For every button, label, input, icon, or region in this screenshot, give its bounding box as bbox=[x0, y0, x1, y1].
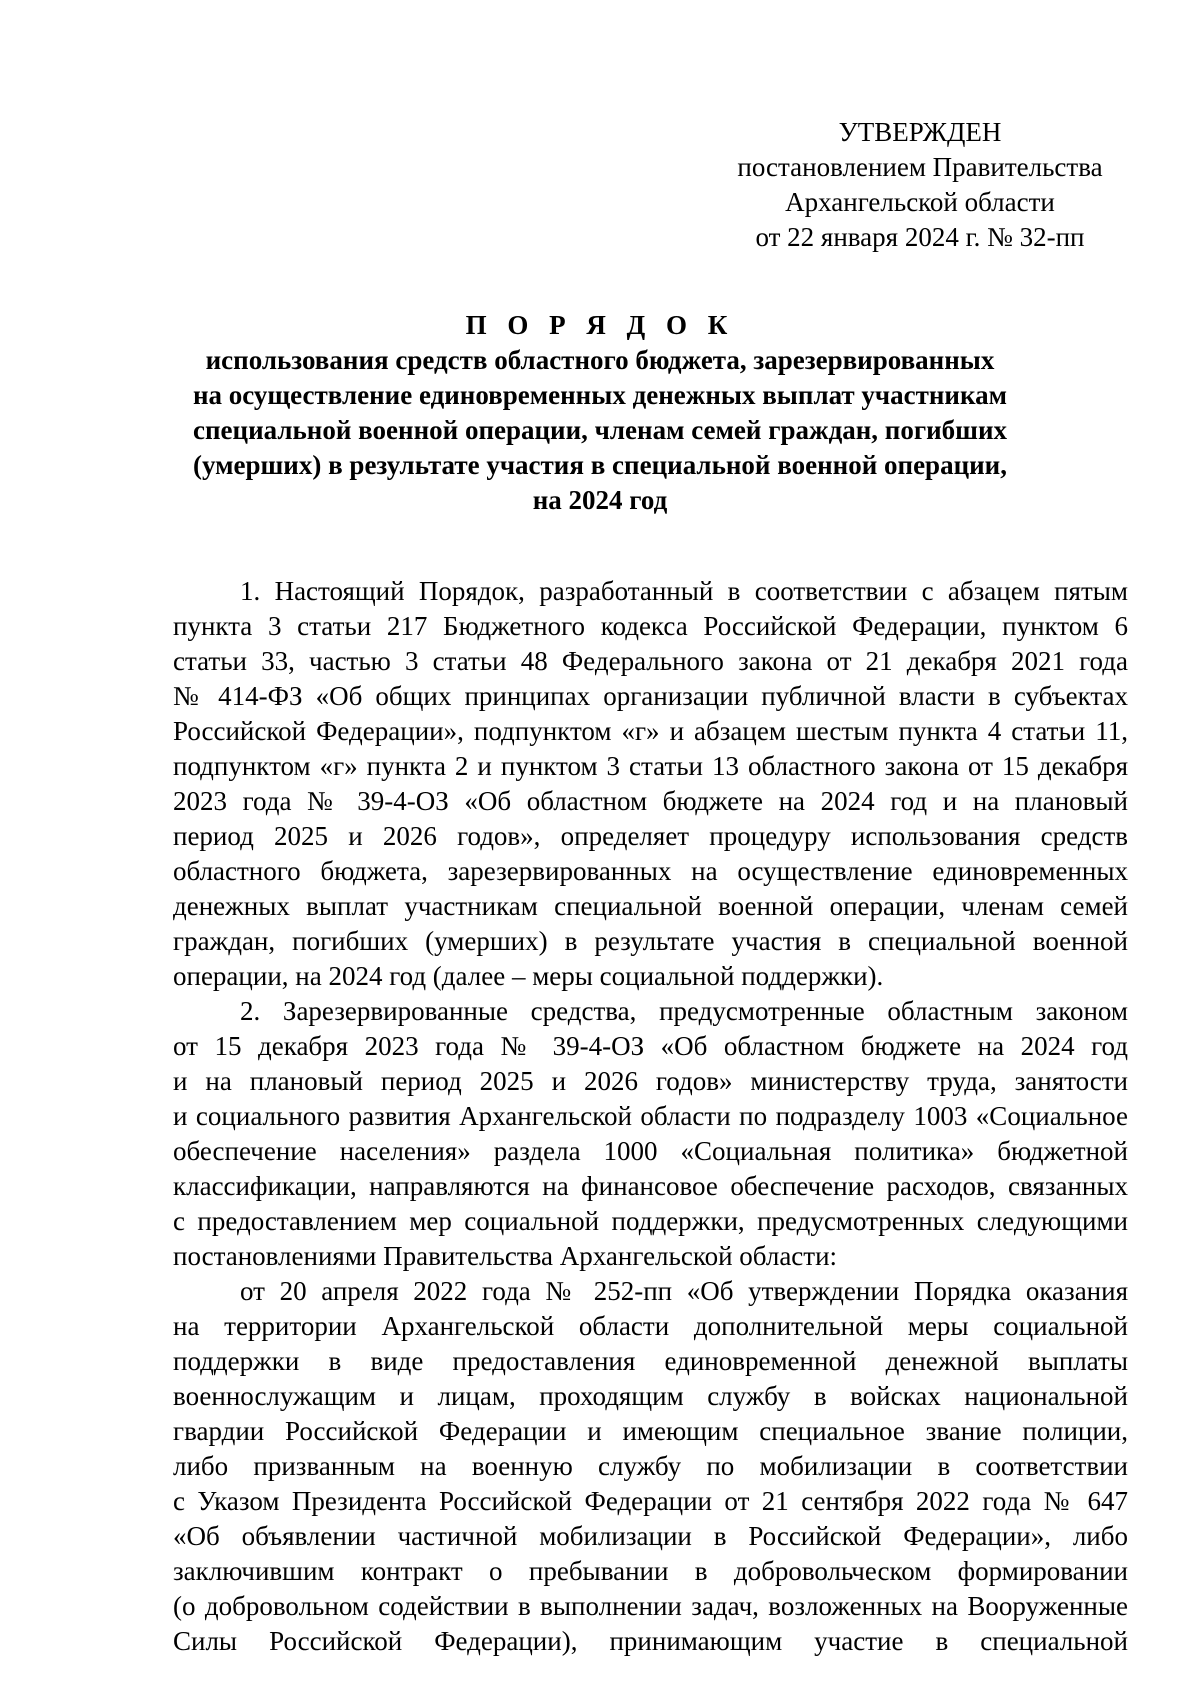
body-text-line: подпунктом «г» пункта 2 и пунктом 3 статьи 13 областного закона от 15 декабря bbox=[173, 751, 1128, 781]
document-title-block bbox=[150, 308, 1050, 518]
body-text-line: Российской Федерации», подпунктом «г» и абзацем шестым пункта 4 статьи 11, bbox=[173, 716, 1128, 746]
body-text-line: денежных выплат участникам специальной военной операции, членам семей bbox=[173, 891, 1128, 921]
approval-line: от 22 января 2024 г. № 32-пп bbox=[755, 222, 1085, 252]
subtitle-line: использования средств областного бюджета, зарезервированных bbox=[205, 345, 995, 375]
body-text-line: военнослужащим и лицам, проходящим службу в войсках национальной bbox=[173, 1381, 1128, 1411]
approval-line: постановлением Правительства bbox=[737, 152, 1103, 182]
body-text-line: пункта 3 статьи 217 Бюджетного кодекса Российской Федерации, пунктом 6 bbox=[173, 611, 1128, 641]
body-text-line: либо призванным на военную службу по мобилизации в соответствии bbox=[173, 1451, 1128, 1481]
document-body bbox=[173, 574, 1128, 1659]
subtitle-line: (умерших) в результате участия в специальной военной операции, bbox=[192, 450, 1007, 480]
body-text-line: обеспечение населения» раздела 1000 «Социальная политика» бюджетной bbox=[173, 1136, 1128, 1166]
body-text-line: на территории Архангельской области дополнительной меры социальной bbox=[173, 1311, 1128, 1341]
body-text-line: 2. Зарезервированные средства, предусмотренные областным законом bbox=[240, 996, 1128, 1026]
body-text-line: «Об объявлении частичной мобилизации в Российской Федерации», либо bbox=[173, 1521, 1128, 1551]
subtitle-line: на осуществление единовременных денежных выплат участникам bbox=[192, 380, 1008, 410]
body-text-line: (о добровольном содействии в выполнении задач, возложенных на Вооруженные bbox=[173, 1591, 1128, 1621]
subtitle-line: на 2024 год bbox=[532, 485, 668, 515]
body-text-line: граждан, погибших (умерших) в результате участия в специальной военной bbox=[173, 926, 1128, 956]
body-text-line: операции, на 2024 год (далее – меры социальной поддержки). bbox=[173, 961, 884, 991]
body-text-line: от 15 декабря 2023 года № 39-4-ОЗ «Об областном бюджете на 2024 год bbox=[173, 1031, 1128, 1061]
body-text-line: и на плановый период 2025 и 2026 годов» министерству труда, занятости bbox=[173, 1066, 1128, 1096]
body-text-line: постановлениями Правительства Архангельской области: bbox=[173, 1241, 838, 1271]
body-text-line: Силы Российской Федерации), принимающим участие в специальной bbox=[173, 1626, 1128, 1656]
body-text-line: от 20 апреля 2022 года № 252-пп «Об утверждении Порядка оказания bbox=[240, 1276, 1128, 1306]
approval-stamp-block bbox=[720, 115, 1120, 255]
body-text-line: и социального развития Архангельской области по подразделу 1003 «Социальное bbox=[173, 1101, 1128, 1131]
document-heading: П О Р Я Д О К bbox=[465, 310, 735, 340]
approval-line: Архангельской области bbox=[785, 187, 1055, 217]
body-text-line: областного бюджета, зарезервированных на осуществление единовременных bbox=[173, 856, 1128, 886]
body-text-line: период 2025 и 2026 годов», определяет процедуру использования средств bbox=[173, 821, 1128, 851]
body-text-line: гвардии Российской Федерации и имеющим специальное звание полиции, bbox=[173, 1416, 1128, 1446]
body-text-line: классификации, направляются на финансовое обеспечение расходов, связанных bbox=[173, 1171, 1128, 1201]
approval-line: УТВЕРЖДЕН bbox=[838, 117, 1002, 147]
body-text-line: заключившим контракт о пребывании в добровольческом формировании bbox=[173, 1556, 1128, 1586]
body-text-line: 1. Настоящий Порядок, разработанный в соответствии с абзацем пятым bbox=[240, 576, 1128, 606]
subtitle-line: специальной военной операции, членам семей граждан, погибших bbox=[192, 415, 1008, 445]
body-text-line: поддержки в виде предоставления единовременной денежной выплаты bbox=[173, 1346, 1128, 1376]
body-text-line: с Указом Президента Российской Федерации от 21 сентября 2022 года № 647 bbox=[173, 1486, 1128, 1516]
body-text-line: статьи 33, частью 3 статьи 48 Федерального закона от 21 декабря 2021 года bbox=[173, 646, 1128, 676]
body-text-line: № 414-ФЗ «Об общих принципах организации публичной власти в субъектах bbox=[173, 681, 1128, 711]
body-text-line: с предоставлением мер социальной поддержки, предусмотренных следующими bbox=[173, 1206, 1128, 1236]
body-text-line: 2023 года № 39-4-ОЗ «Об областном бюджете на 2024 год и на плановый bbox=[173, 786, 1128, 816]
